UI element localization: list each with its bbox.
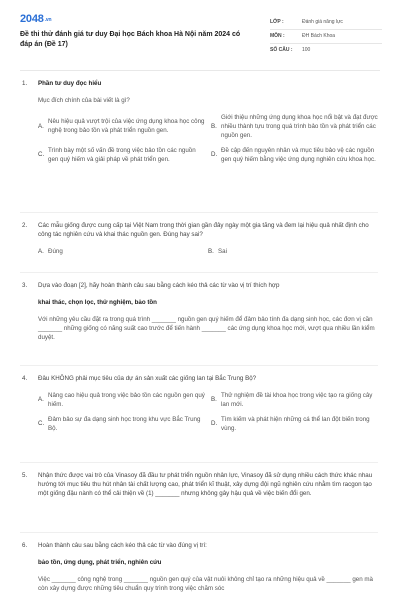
question-separator	[20, 272, 378, 273]
option-a[interactable]	[38, 248, 208, 257]
option-letter: A.	[38, 122, 44, 130]
option-letter: C.	[38, 151, 45, 159]
fill-in-passage[interactable]: Việc _______ công nghệ trong _______ nguồn gen quý của vật nuôi không chỉ tạo ra những hiệu quả về _______ gen mà còn xây dựng được những tiêu chuẩn quy trình trong việc chăm sóc	[38, 575, 373, 592]
question-separator	[20, 365, 378, 366]
info-label: LỚP :	[270, 18, 284, 25]
question-number: 3.	[22, 282, 28, 289]
option-text: Nâng cao hiệu quả trong việc bảo tồn các nguồn gen quý hiếm.	[48, 391, 205, 408]
option-a[interactable]	[38, 114, 205, 141]
question-text: Mục đích chính của bài viết là gì?	[38, 96, 130, 104]
option-letter: D.	[211, 420, 218, 428]
question-separator	[20, 462, 378, 463]
question-separator	[20, 212, 378, 213]
option-text: Thử nghiệm đề tài khoa học trong việc tạo ra giống cây lan mới.	[221, 391, 373, 408]
info-value: 100	[302, 46, 311, 53]
info-value: Đánh giá năng lực	[302, 18, 343, 25]
question-number: 1.	[22, 80, 28, 87]
logo-text: 2048	[20, 13, 44, 25]
info-label: SỐ CÂU :	[270, 46, 293, 53]
info-row-subject	[270, 30, 382, 44]
option-d[interactable]	[211, 147, 378, 165]
option-letter: C.	[38, 420, 45, 428]
option-text: Trình bày một số vấn đề trong việc bảo tồn các nguồn gen quý hiếm và giải pháp về phát triển gen.	[48, 146, 196, 163]
fill-in-passage[interactable]: Với những yêu cầu đặt ra trong quá trình _______ nguồn gen quý hiếm để đảm bảo tính đa dạng sinh học, các đơn vị cần _______ những giống có năng suất cao trước để tiến hành _______ các ứng dụng khoa học mới, vượt qua nhiều lần kiểm duyệt.	[38, 315, 375, 341]
question-number: 4.	[22, 375, 28, 382]
option-b[interactable]	[211, 392, 378, 410]
question-separator	[20, 532, 378, 533]
drag-word-bank[interactable]: bảo tồn, ứng dụng, phát triển, nghiên cứu	[38, 558, 162, 566]
question-text: Các mẫu giống được cung cấp tại Việt Nam trong thời gian gần đây ngày một gia tăng và đem lại hiệu quả nhất định cho công tác nghiên cứu và khai thác nguồn gen. Đúng hay sai?	[38, 222, 369, 238]
option-b[interactable]	[208, 248, 378, 257]
question-body	[38, 375, 378, 434]
option-b[interactable]	[211, 114, 378, 141]
option-letter: A.	[38, 396, 44, 404]
option-a[interactable]	[38, 392, 205, 410]
option-d[interactable]	[211, 416, 378, 434]
option-text: Đảm bảo sự đa dạng sinh học trong khu vực Bắc Trung Bộ.	[48, 415, 201, 432]
option-letter: B.	[208, 247, 214, 255]
info-label: MÔN :	[270, 32, 285, 39]
question-title: Phần tư duy đọc hiểu	[38, 80, 102, 87]
site-logo[interactable]	[20, 12, 51, 28]
option-c[interactable]	[38, 147, 205, 165]
option-text: Giới thiệu những ứng dụng khoa học nổi bật và đạt được nhiều thành tựu trong quá trình bảo tồn và phát triển các nguồn gen.	[221, 113, 378, 139]
question-body	[38, 80, 378, 165]
question-body	[38, 472, 378, 499]
question-number: 6.	[22, 542, 28, 549]
question-text: Nhận thức được vai trò của Vinasoy đã đầu tư phát triển nguồn nhân lực, Vinasoy đã sử dụng nhiều cách thức khác nhau hướng tới mục tiêu thu hút nhân tài chất lượng cao, phát triển kĩ thuật, xây dựng đội ngũ nghiên cứu nhằm tìm racgon tạo một giống đậu nành có thể cải thiện về (1) _______ nhưng không gây hậu quả về việc biến đổi gen.	[38, 472, 373, 497]
answer-options	[38, 114, 378, 165]
option-text: Nêu hiệu quả vượt trội của việc ứng dụng khoa học công nghệ trong bảo tồn và phát triển nguồn gen.	[48, 118, 205, 135]
question-text: Đâu KHÔNG phải mục tiêu của dự án sản xuất các giống lan tại Bắc Trung Bộ?	[38, 375, 257, 382]
info-row-count	[270, 44, 382, 57]
question-body	[38, 542, 378, 594]
question-number: 5.	[22, 472, 28, 479]
question-text: Dựa vào đoạn [2], hãy hoàn thành câu sau bằng cách kéo thả các từ vào vị trí thích hợp	[38, 282, 280, 289]
question-body	[38, 222, 378, 257]
info-row-class	[270, 16, 382, 30]
option-text: Đề cập đến nguyên nhân và mục tiêu bảo vệ các nguồn gen quý hiếm bằng việc ứng dụng nghiên cứu khoa học.	[221, 146, 376, 163]
page-title: Đề thi thử đánh giá tư duy Đại học Bách khoa Hà Nội năm 2024 có đáp án (Đề 17)	[20, 31, 241, 49]
option-text: Đúng	[48, 247, 63, 255]
question-number: 2.	[22, 222, 28, 229]
option-letter: A.	[38, 247, 44, 255]
answer-options	[38, 392, 378, 434]
option-letter: B.	[211, 396, 217, 404]
question-body	[38, 282, 378, 343]
answer-options	[38, 248, 378, 257]
header-divider	[20, 70, 380, 71]
info-value: ĐH Bách Khoa	[302, 32, 336, 39]
option-text: Sai	[218, 247, 227, 255]
option-c[interactable]	[38, 416, 205, 434]
header	[20, 12, 380, 58]
drag-word-bank[interactable]: khai thác, chọn lọc, thử nghiệm, bảo tồn	[38, 298, 157, 306]
option-letter: D.	[211, 151, 218, 159]
exam-info-table	[270, 16, 382, 57]
option-text: Tìm kiếm và phát hiện những cá thể lan đột biến trong vùng.	[221, 415, 370, 432]
logo-suffix: .vn	[44, 17, 52, 23]
option-letter: B.	[211, 122, 217, 130]
question-text: Hoàn thành câu sau bằng cách kéo thả các từ vào đúng vị trí:	[38, 542, 207, 549]
